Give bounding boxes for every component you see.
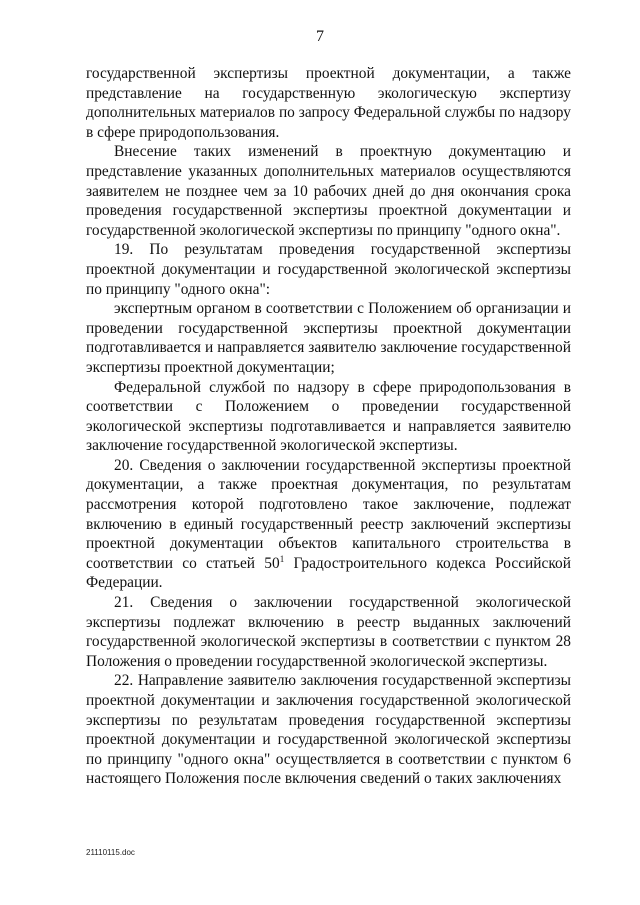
paragraph-20-text-before: 20. Сведения о заключении государственной экспертизы проектной документации, а также проектная документация, по результатам рассмотрения которой подготовлено такое заключение, подлежат включению в единый государственный реестр заключений экспертизы проектной документации объектов капитального строительства в соответствии со статьей 50 [86, 456, 571, 572]
document-body [86, 64, 571, 789]
paragraph-20-text-after: Градостроительного кодекса Российской Федерации. [86, 554, 571, 592]
paragraph-22: 22. Направление заявителю заключения государственной экспертизы проектной документации и заключения государственной экологической экспертизы по результатам проведения государственной экспертизы проектной документации и государственной экологической экспертизы по принципу "одного окна" осуществляется в соответствии с пунктом 6 настоящего Положения после включения сведений о таких заключениях [86, 672, 571, 788]
article-superscript: 1 [279, 553, 285, 564]
paragraph-19-expert-body: экспертным органом в соответствии с Положением об организации и проведении государственной экспертизы проектной документации подготавливается и направляется заявителю заключение государственной экспертизы проектной документации; [86, 300, 571, 376]
paragraph-changes-deadline: Внесение таких изменений в проектную документацию и представление указанных дополнительных материалов осуществляются заявителем не позднее чем за 10 рабочих дней до дня окончания срока проведения государственной экспертизы проектной документации и государственной экологической экспертизы по принципу "одного окна". [86, 143, 571, 239]
footer-file-reference: 21110115.doc [86, 848, 135, 857]
paragraph-19-federal-service: Федеральной службой по надзору в сфере природопользования в соответствии с Положением о проведении государственной экологической экспертизы подготавливается и направляется заявителю заключение государственной экологической экспертизы. [86, 378, 571, 455]
paragraph-19: 19. По результатам проведения государственной экспертизы проектной документации и государственной экологической экспертизы по принципу "одного окна": [86, 241, 571, 298]
paragraph-20 [86, 456, 571, 593]
paragraph-continuation: государственной экспертизы проектной документации, а также представление на государственную экологическую экспертизу дополнительных материалов по запросу Федеральной службы по надзору в сфере природопользования. [86, 65, 571, 141]
paragraph-21: 21. Сведения о заключении государственной экологической экспертизы подлежат включению в реестр выданных заключений государственной экологической экспертизы в соответствии с пунктом 28 Положения о проведении государственной экологической экспертизы. [86, 594, 571, 670]
page-number: 7 [316, 28, 324, 45]
